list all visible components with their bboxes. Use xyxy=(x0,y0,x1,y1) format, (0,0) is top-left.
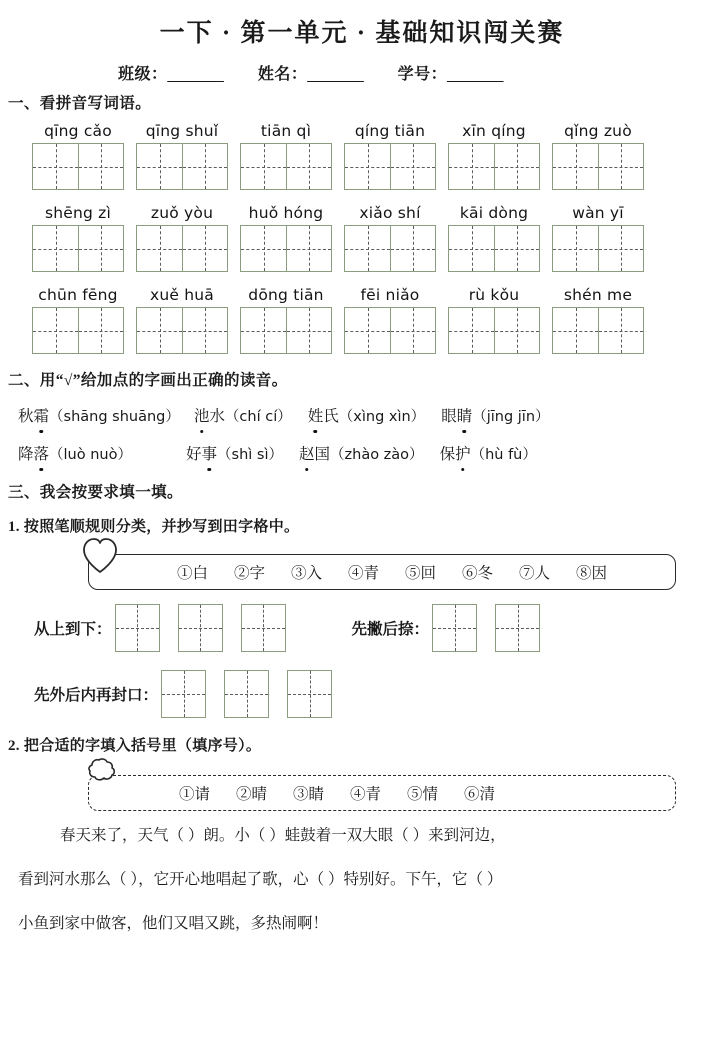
tianzige-pair[interactable] xyxy=(240,225,332,272)
passage-line[interactable]: 春天来了，天气（ ）朗。小（ ）蛙鼓着一双大眼（ ）来到河边， xyxy=(60,827,506,844)
tianzige-cell[interactable] xyxy=(182,226,227,271)
word-prefix: 好 xyxy=(185,446,202,463)
bank-item[interactable]: ⑦人 xyxy=(519,565,551,582)
stroke-order-grids xyxy=(432,604,558,652)
tianzige-cell[interactable] xyxy=(178,604,223,652)
passage-line[interactable]: 看到河水那么（ ），它开心地唱起了歌，心（ ）特别好。下午，它（ ） xyxy=(18,871,503,888)
tianzige-cell[interactable] xyxy=(241,604,286,652)
tianzige-cell[interactable] xyxy=(390,144,435,189)
bank-item[interactable]: ⑥冬 xyxy=(462,565,494,582)
tianzige-pair[interactable] xyxy=(448,225,540,272)
word-prefix: 降 xyxy=(18,446,34,463)
pinyin-options[interactable]: （shāng shuāng） xyxy=(49,409,180,425)
bank-item[interactable]: ③入 xyxy=(290,565,322,582)
pinyin-label: xiǎo shí xyxy=(359,204,421,222)
stroke-order-grids xyxy=(161,670,350,718)
pinyin-label: rù kǒu xyxy=(468,286,520,304)
section-2-heading: 二、用“√”给加点的字画出正确的读音。 xyxy=(8,372,288,389)
bank-item[interactable]: ⑤情 xyxy=(407,786,439,803)
tianzige-cell[interactable] xyxy=(137,226,182,271)
pinyin-group xyxy=(32,204,124,272)
pinyin-group xyxy=(448,122,540,190)
pinyin-group xyxy=(344,286,436,354)
pinyin-group xyxy=(136,286,228,354)
dotted-char: 落 xyxy=(34,442,50,464)
tianzige-cell[interactable] xyxy=(553,226,598,271)
pinyin-row xyxy=(32,122,724,190)
pinyin-label: qīng shuǐ xyxy=(145,122,219,140)
name-blank[interactable]: _______ xyxy=(307,66,363,83)
name-field xyxy=(258,61,363,84)
tianzige-cell[interactable] xyxy=(494,226,539,271)
tianzige-cell[interactable] xyxy=(449,226,494,271)
tianzige-pair[interactable] xyxy=(32,143,124,190)
tianzige-cell[interactable] xyxy=(494,144,539,189)
tianzige-cell[interactable] xyxy=(286,144,331,189)
stroke-order-row-3 xyxy=(0,670,724,718)
bank-item[interactable]: ①白 xyxy=(176,565,208,582)
tianzige-pair[interactable] xyxy=(552,225,644,272)
word-bank-1-items xyxy=(88,554,676,590)
bank-item[interactable]: ③睛 xyxy=(292,786,324,803)
tianzige-cell[interactable] xyxy=(449,144,494,189)
word-prefix: 保 xyxy=(439,446,456,463)
tianzige-pair[interactable] xyxy=(552,307,644,354)
pinyin-row xyxy=(32,286,724,354)
id-field xyxy=(398,61,503,84)
bank-item[interactable]: ④青 xyxy=(347,565,379,582)
tianzige-cell[interactable] xyxy=(137,308,182,353)
bank-item[interactable]: ⑤回 xyxy=(405,565,437,582)
tianzige-cell[interactable] xyxy=(553,308,598,353)
pinyin-group xyxy=(344,122,436,190)
stroke-order-label: 先外后内再封口： xyxy=(34,687,159,704)
id-label: 学号： xyxy=(397,66,448,83)
tianzige-pair[interactable] xyxy=(344,225,436,272)
tianzige-pair[interactable] xyxy=(32,307,124,354)
pinyin-group xyxy=(448,286,540,354)
reading-choice-area xyxy=(0,404,724,464)
pinyin-group xyxy=(240,286,332,354)
dotted-char: 睛 xyxy=(457,404,473,426)
tianzige-cell[interactable] xyxy=(345,226,390,271)
pinyin-label: tiān qì xyxy=(260,122,312,140)
pinyin-group xyxy=(448,204,540,272)
tianzige-cell[interactable] xyxy=(598,226,643,271)
tianzige-cell[interactable] xyxy=(432,604,477,652)
pinyin-label: shén me xyxy=(563,286,633,304)
dotted-char: 护 xyxy=(455,442,471,464)
pinyin-options[interactable]: （shì sì） xyxy=(217,447,283,463)
tianzige-cell[interactable] xyxy=(224,670,269,718)
name-label: 姓名： xyxy=(257,66,308,83)
reading-item[interactable] xyxy=(299,442,424,464)
page-title: 一下 · 第一单元 · 基础知识闯关赛 xyxy=(159,20,565,47)
pinyin-row xyxy=(32,204,724,272)
tianzige-cell[interactable] xyxy=(598,144,643,189)
word-bank-2 xyxy=(78,767,676,811)
tianzige-cell[interactable] xyxy=(115,604,160,652)
pinyin-options[interactable]: （zhào zào） xyxy=(330,447,424,463)
tianzige-cell[interactable] xyxy=(78,226,123,271)
tianzige-pair[interactable] xyxy=(136,143,228,190)
tianzige-cell[interactable] xyxy=(182,308,227,353)
tianzige-cell[interactable] xyxy=(495,604,540,652)
bank-item[interactable]: ②晴 xyxy=(235,786,267,803)
stroke-order-label: 先撇后捺： xyxy=(351,621,430,638)
tianzige-cell[interactable] xyxy=(553,144,598,189)
stroke-order-row-1 xyxy=(0,604,724,652)
tianzige-cell[interactable] xyxy=(345,144,390,189)
word-bank-1 xyxy=(78,546,676,590)
stroke-order-grids xyxy=(115,604,304,652)
pinyin-group xyxy=(240,122,332,190)
class-label: 班级： xyxy=(118,66,168,83)
pinyin-group xyxy=(136,122,228,190)
section-3-heading: 三、我会按要求填一填。 xyxy=(8,484,183,501)
tianzige-pair[interactable] xyxy=(136,307,228,354)
pinyin-group xyxy=(344,204,436,272)
pinyin-options[interactable]: （luò nuò） xyxy=(49,447,132,463)
pinyin-label: chūn fēng xyxy=(38,286,118,304)
dotted-char: 霜 xyxy=(34,404,50,426)
tianzige-cell[interactable] xyxy=(345,308,390,353)
stroke-order-label: 从上到下： xyxy=(34,621,112,638)
pinyin-options[interactable]: （chí cí） xyxy=(224,409,292,425)
bank-item[interactable]: ⑥清 xyxy=(464,786,496,803)
tianzige-pair[interactable] xyxy=(240,307,332,354)
dotted-char: 赵 xyxy=(299,442,315,464)
word-bank-2-items xyxy=(88,775,676,811)
pinyin-label: xuě huā xyxy=(149,286,214,304)
pinyin-group xyxy=(552,204,644,272)
passage-line[interactable]: 小鱼到家中做客，他们又唱又跳，多热闹啊！ xyxy=(18,915,329,932)
tianzige-cell[interactable] xyxy=(33,308,78,353)
pinyin-label: zuǒ yòu xyxy=(150,204,214,222)
tianzige-pair[interactable] xyxy=(552,143,644,190)
pinyin-group xyxy=(240,204,332,272)
bank-item[interactable]: ④青 xyxy=(350,786,382,803)
tianzige-pair[interactable] xyxy=(136,225,228,272)
student-info-line xyxy=(0,61,724,84)
pinyin-writing-area xyxy=(0,122,724,354)
pinyin-label: xīn qíng xyxy=(462,122,526,140)
tianzige-cell[interactable] xyxy=(598,308,643,353)
pinyin-group xyxy=(136,204,228,272)
pinyin-label: kāi dòng xyxy=(459,204,529,222)
tianzige-pair[interactable] xyxy=(448,307,540,354)
dotted-char: 姓 xyxy=(308,404,324,426)
tianzige-pair[interactable] xyxy=(240,143,332,190)
pinyin-label: wàn yī xyxy=(572,204,624,222)
pinyin-label: qíng tiān xyxy=(354,122,426,140)
pinyin-options[interactable]: （hù fù） xyxy=(470,447,537,463)
tianzige-cell[interactable] xyxy=(33,226,78,271)
tianzige-cell[interactable] xyxy=(182,144,227,189)
dotted-char: 池 xyxy=(194,404,210,426)
class-blank[interactable]: _______ xyxy=(167,66,223,83)
word-prefix: 眼 xyxy=(441,408,457,425)
reading-item[interactable] xyxy=(440,442,537,464)
word-prefix: 秋 xyxy=(18,408,34,425)
pinyin-options[interactable]: （jīng jīn） xyxy=(472,409,550,425)
pinyin-label: qīng cǎo xyxy=(44,122,112,140)
pinyin-options[interactable]: （xìng xìn） xyxy=(338,409,426,425)
fill-in-passage xyxy=(0,823,724,933)
reading-row xyxy=(0,442,724,464)
tianzige-pair[interactable] xyxy=(344,307,436,354)
tianzige-pair[interactable] xyxy=(32,225,124,272)
section-3-q1-prompt: 1. 按照笔顺规则分类，并抄写到田字格中。 xyxy=(8,519,300,535)
tianzige-cell[interactable] xyxy=(286,308,331,353)
pinyin-label: dōng tiān xyxy=(248,286,324,304)
dotted-char: 事 xyxy=(202,442,218,464)
pinyin-group xyxy=(552,286,644,354)
pinyin-group xyxy=(32,286,124,354)
reading-item[interactable] xyxy=(308,404,425,426)
tianzige-cell[interactable] xyxy=(390,308,435,353)
reading-row xyxy=(0,404,724,426)
pinyin-label: fēi niǎo xyxy=(360,286,420,304)
id-blank[interactable]: _______ xyxy=(447,66,503,83)
tianzige-cell[interactable] xyxy=(287,670,332,718)
word-suffix: 国 xyxy=(314,446,331,463)
tianzige-cell[interactable] xyxy=(241,226,286,271)
tianzige-cell[interactable] xyxy=(78,308,123,353)
pinyin-label: shēng zì xyxy=(44,204,112,222)
bank-item[interactable]: ⑧因 xyxy=(576,565,608,582)
tianzige-cell[interactable] xyxy=(161,670,206,718)
pinyin-group xyxy=(552,122,644,190)
tianzige-cell[interactable] xyxy=(241,144,286,189)
reading-item[interactable] xyxy=(186,442,283,464)
section-1-heading: 一、看拼音写词语。 xyxy=(8,95,152,112)
tianzige-pair[interactable] xyxy=(448,143,540,190)
bank-item[interactable]: ①请 xyxy=(178,786,210,803)
tianzige-cell[interactable] xyxy=(241,308,286,353)
reading-item[interactable] xyxy=(18,442,132,464)
bank-item[interactable]: ②字 xyxy=(233,565,265,582)
tianzige-pair[interactable] xyxy=(344,143,436,190)
tianzige-cell[interactable] xyxy=(494,308,539,353)
tianzige-cell[interactable] xyxy=(137,144,182,189)
tianzige-cell[interactable] xyxy=(33,144,78,189)
pinyin-label: qǐng zuò xyxy=(564,122,632,140)
reading-item[interactable] xyxy=(441,404,549,426)
reading-item[interactable] xyxy=(18,404,180,426)
tianzige-cell[interactable] xyxy=(286,226,331,271)
word-suffix: 氏 xyxy=(323,408,339,425)
tianzige-cell[interactable] xyxy=(449,308,494,353)
pinyin-group xyxy=(32,122,124,190)
class-field xyxy=(118,61,223,84)
reading-item[interactable] xyxy=(194,404,292,426)
tianzige-cell[interactable] xyxy=(390,226,435,271)
tianzige-cell[interactable] xyxy=(78,144,123,189)
section-3-q2-prompt: 2. 把合适的字填入括号里（填序号）。 xyxy=(8,738,262,754)
pinyin-label: huǒ hóng xyxy=(248,204,324,222)
word-suffix: 水 xyxy=(209,408,225,425)
